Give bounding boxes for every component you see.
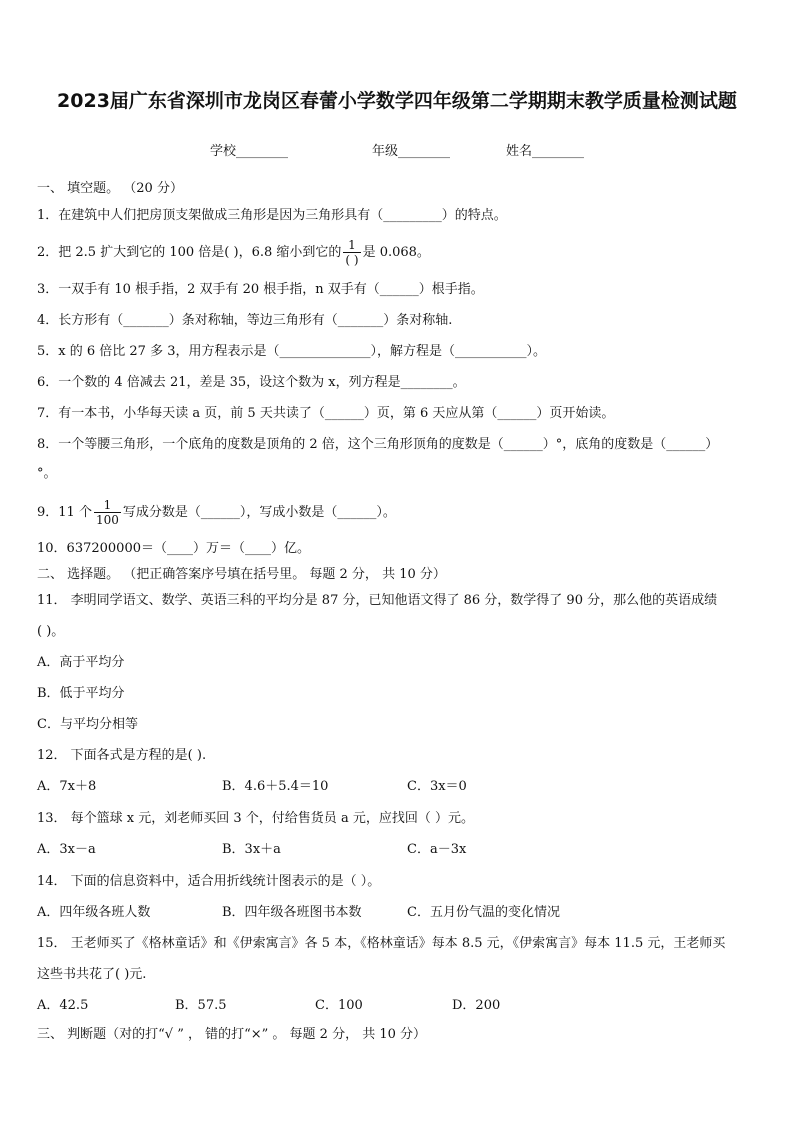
question-2-fraction bbox=[343, 238, 360, 267]
question-6: 6．一个数的 4 倍减去 21，差是 35，设这个数为 x，列方程是________。 bbox=[37, 375, 466, 390]
question-15-option-b: B．57.5 bbox=[175, 998, 227, 1013]
question-5: 5．x 的 6 倍比 27 多 3，用方程表示是（______________），解方程是（___________）。 bbox=[37, 344, 546, 359]
question-14: 14． 下面的信息资料中，适合用折线统计图表示的是（ ）。 bbox=[37, 874, 381, 889]
question-11-option-c: C．与平均分相等 bbox=[37, 717, 138, 732]
question-11-option-a: A．高于平均分 bbox=[37, 655, 125, 670]
question-7: 7．有一本书，小华每天读 a 页，前 5 天共读了（______）页，第 6 天应从第（______）页开始读。 bbox=[37, 406, 615, 421]
question-15-option-a: A．42.5 bbox=[37, 998, 89, 1013]
fraction-denominator: 100 bbox=[95, 513, 119, 527]
question-4: 4．长方形有（_______）条对称轴，等边三角形有（_______）条对称轴. bbox=[37, 313, 453, 328]
question-9-fraction bbox=[94, 498, 121, 527]
question-14-option-c: C．五月份气温的变化情况 bbox=[407, 905, 560, 920]
question-11-option-b: B．低于平均分 bbox=[37, 686, 125, 701]
question-15-cont: 这些书共花了( )元. bbox=[37, 967, 147, 982]
fraction-denominator: ( ) bbox=[345, 253, 359, 267]
question-9 bbox=[37, 498, 396, 527]
section-true-false: 三、 判断题（对的打“√ ” ， 错的打“×” 。 每题 2 分， 共 10 分） bbox=[37, 1027, 427, 1042]
question-15-option-c: C．100 bbox=[315, 998, 363, 1013]
question-12-option-c: C．3x＝0 bbox=[407, 779, 467, 794]
page-title: 2023届广东省深圳市龙岗区春蕾小学数学四年级第二学期期末教学质量检测试题 bbox=[57, 90, 737, 112]
question-13-option-c: C．a－3x bbox=[407, 842, 467, 857]
question-13: 13． 每个篮球 x 元，刘老师买回 3 个，付给售货员 a 元，应找回（ ）元。 bbox=[37, 811, 474, 826]
question-8-cont: °。 bbox=[37, 466, 57, 481]
section-choice: 二、 选择题。 （把正确答案序号填在括号里。 每题 2 分， 共 10 分） bbox=[37, 567, 446, 582]
question-9-text-a: 9．11 个 bbox=[37, 504, 92, 520]
question-12-option-b: B．4.6＋5.4＝10 bbox=[222, 779, 329, 794]
question-15-option-d: D．200 bbox=[452, 998, 501, 1013]
question-11-cont: ( )。 bbox=[37, 624, 65, 639]
fraction-numerator: 1 bbox=[103, 498, 112, 512]
grade-field: 年级________ bbox=[372, 144, 451, 159]
question-8: 8．一个等腰三角形，一个底角的度数是顶角的 2 倍，这个三角形顶角的度数是（______）°，底角的度数是（______） bbox=[37, 437, 719, 452]
question-9-text-b: 写成分数是（______），写成小数是（______）。 bbox=[122, 504, 396, 520]
school-field: 学校________ bbox=[210, 144, 289, 159]
question-14-option-b: B．四年级各班图书本数 bbox=[222, 905, 362, 920]
question-12: 12． 下面各式是方程的是( ). bbox=[37, 748, 207, 763]
question-1: 1．在建筑中人们把房顶支架做成三角形是因为三角形具有（_________）的特点。 bbox=[37, 208, 507, 223]
question-11: 11． 李明同学语文、数学、英语三科的平均分是 87 分，已知他语文得了 86 分，数学得了 90 分，那么他的英语成绩 bbox=[37, 593, 718, 608]
question-12-option-a: A．7x＋8 bbox=[37, 779, 97, 794]
question-2-text-a: 2．把 2.5 扩大到它的 100 倍是( )，6.8 缩小到它的 bbox=[37, 244, 342, 260]
section-fill-blank: 一、 填空题。 （20 分） bbox=[37, 181, 183, 196]
question-15: 15． 王老师买了《格林童话》和《伊索寓言》各 5 本，《格林童话》每本 8.5 元，《伊索寓言》每本 11.5 元，王老师买 bbox=[37, 936, 726, 951]
fraction-numerator: 1 bbox=[348, 238, 356, 252]
question-14-option-a: A．四年级各班人数 bbox=[37, 905, 151, 920]
question-2 bbox=[37, 238, 430, 267]
question-13-option-b: B．3x＋a bbox=[222, 842, 281, 857]
question-13-option-a: A．3x－a bbox=[37, 842, 96, 857]
question-3: 3．一双手有 10 根手指，2 双手有 20 根手指，n 双手有（______）根手指。 bbox=[37, 282, 484, 297]
question-10: 10．637200000＝（____）万＝（____）亿。 bbox=[37, 541, 310, 556]
question-2-text-b: 是 0.068。 bbox=[362, 244, 430, 260]
name-field: 姓名________ bbox=[506, 144, 585, 159]
